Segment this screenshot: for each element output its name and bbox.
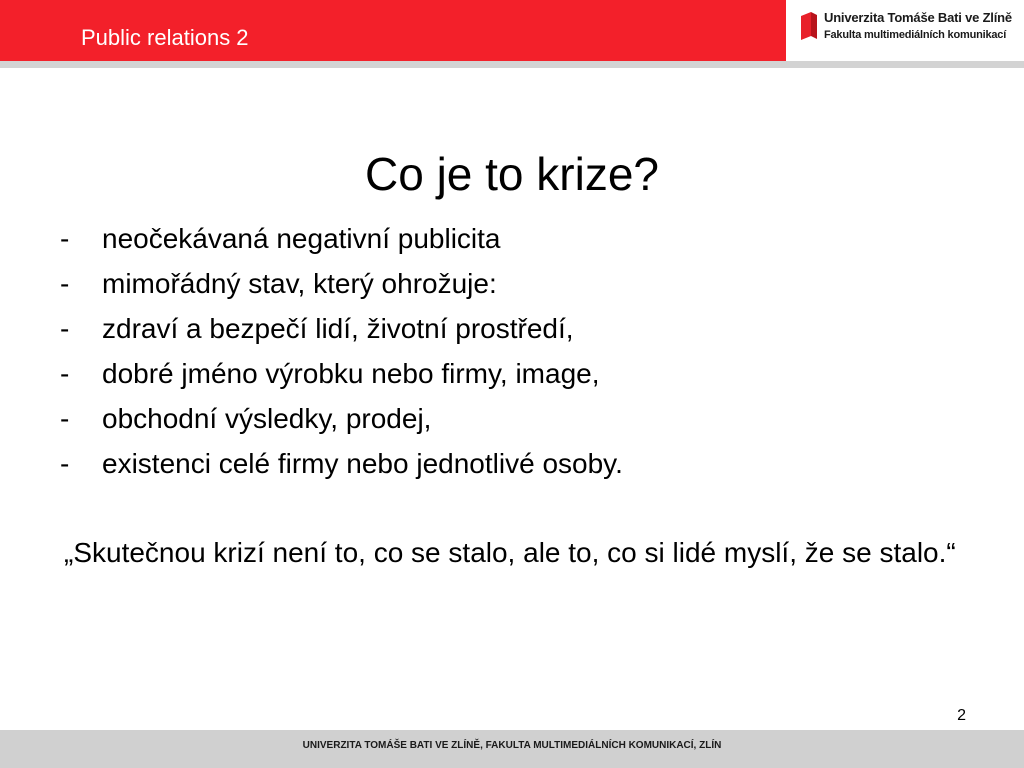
bullet-dash: - — [60, 268, 70, 299]
bullet-text: dobré jméno výrobku nebo firmy, image, — [102, 358, 600, 389]
bullet-text: mimořádný stav, který ohrožuje: — [102, 268, 497, 299]
university-logo — [800, 10, 1020, 46]
header-divider — [0, 61, 1024, 68]
bullet-text: existenci celé firmy nebo jednotlivé osoby. — [102, 448, 623, 479]
bullet-dash: - — [60, 313, 70, 344]
footer-text: UNIVERZITA TOMÁŠE BATI VE ZLÍNĚ, FAKULTA MULTIMEDIÁLNÍCH KOMUNIKACÍ, ZLÍN — [302, 740, 722, 751]
slide-title: Co je to krize? — [364, 148, 659, 200]
page-number: 2 — [957, 707, 966, 724]
bullet-text: neočekávaná negativní publicita — [102, 223, 501, 254]
logo-university-name: Univerzita Tomáše Bati ve Zlíně — [824, 10, 1012, 25]
course-title: Public relations 2 — [81, 25, 249, 50]
bullet-dash: - — [60, 358, 70, 389]
bullet-dash: - — [60, 223, 70, 254]
quote-text: „Skutečnou krizí není to, co se stalo, ale to, co si lidé myslí, že se stalo.“ — [64, 537, 956, 568]
bullet-dash: - — [60, 448, 70, 479]
header-bar — [0, 0, 786, 61]
logo-faculty-name: Fakulta multimediálních komunikací — [824, 29, 1007, 41]
bullet-text: zdraví a bezpečí lidí, životní prostředí, — [102, 313, 574, 344]
footer-bar — [0, 730, 1024, 768]
bullet-text: obchodní výsledky, prodej, — [102, 403, 432, 434]
university-book-logo-icon — [800, 12, 818, 42]
bullet-dash: - — [60, 403, 70, 434]
